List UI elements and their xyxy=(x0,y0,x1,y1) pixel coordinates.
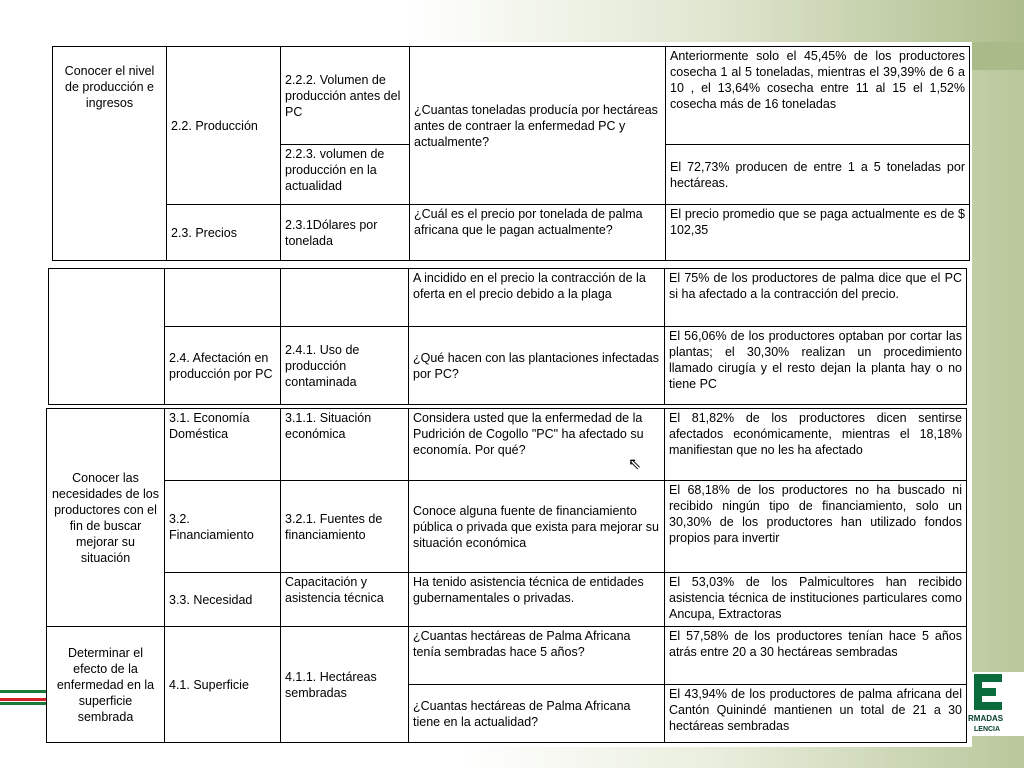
result-volume-now: El 72,73% producen de entre 1 a 5 toneladas por hectáreas. xyxy=(666,145,970,205)
subcategory-hectares: 4.1.1. Hectáreas sembradas xyxy=(281,627,409,743)
table-effect xyxy=(48,268,967,405)
question-financing: Conoce alguna fuente de financiamiento pública o privada que exista para mejorar su situación económica xyxy=(409,481,665,573)
flag-logo xyxy=(0,690,46,706)
table-production xyxy=(52,46,970,261)
subcategory-sources: 3.2.1. Fuentes de financiamiento xyxy=(281,481,409,573)
logo-text-1: RMADAS xyxy=(968,714,1004,723)
table-needs xyxy=(46,408,967,627)
result-price: El precio promedio que se paga actualmente es de $ 102,35 xyxy=(666,205,970,261)
category-financing: 3.2. Financiamiento xyxy=(165,481,281,573)
logo-text-2: LENCIA xyxy=(974,726,1001,733)
subcategory-empty xyxy=(281,269,409,327)
subcategory-volume-before: 2.2.2. Volumen de producción antes del PC xyxy=(281,47,410,145)
result-hectares-before: El 57,58% de los productores tenían hace 5 años atrás entre 20 a 30 hectáreas sembradas xyxy=(665,627,967,685)
result-use: El 56,06% de los productores optaban por cortar las plantas; el 30,30% realizan un procedimiento llamado cirugía y el resto dejan la planta hay o no tiene PC xyxy=(665,327,967,405)
table-surface xyxy=(46,626,967,743)
question-tons: ¿Cuantas toneladas producía por hectáreas antes de contraer la enfermedad PC y actualmente? xyxy=(410,47,666,205)
subcategory-volume-now: 2.2.3. volumen de producción en la actualidad xyxy=(281,145,410,205)
category-effect: 2.4. Afectación en producción por PC xyxy=(165,327,281,405)
result-hectares-now: El 43,94% de los productores de palma africana del Cantón Quinindé mantienen un total de 21 a 30 hectáreas sembradas xyxy=(665,685,967,743)
category-empty xyxy=(165,269,281,327)
institution-logo xyxy=(968,672,1024,736)
result-volume-before: Anteriormente solo el 45,45% de los productores cosecha 1 al 5 toneladas, mientras el 39,39% de 6 a 10 , el 13,64% cosecha entre 11 al 15 el 1,52% cosecha más de 16 toneladas xyxy=(666,47,970,145)
objective-needs: Conocer las necesidades de los productores con el fin de buscar mejorar su situación xyxy=(47,409,165,627)
result-training: El 53,03% de los Palmicultores han recibido asistencia técnica de instituciones particulares como Ancupa, Extractoras xyxy=(665,573,967,627)
category-surface: 4.1. Superficie xyxy=(165,627,281,743)
category-economy: 3.1. Economía Doméstica xyxy=(165,409,281,481)
question-use: ¿Qué hacen con las plantaciones infectadas por PC? xyxy=(409,327,665,405)
category-production: 2.2. Producción xyxy=(167,47,281,205)
objective-production: Conocer el nivel de producción e ingresos xyxy=(53,47,167,261)
question-training: Ha tenido asistencia técnica de entidades gubernamentales o privadas. xyxy=(409,573,665,627)
subcategory-training: Capacitación y asistencia técnica xyxy=(281,573,409,627)
question-hectares-before: ¿Cuantas hectáreas de Palma Africana tenía sembradas hace 5 años? xyxy=(409,627,665,685)
subcategory-economic: 3.1.1. Situación económica xyxy=(281,409,409,481)
subcategory-dollars: 2.3.1Dólares por tonelada xyxy=(281,205,410,261)
category-prices: 2.3. Precios xyxy=(167,205,281,261)
result-economy: El 81,82% de los productores dicen sentirse afectados económicamente, mientras el 18,18% manifiestan que no les ha afectado xyxy=(665,409,967,481)
objective-empty xyxy=(49,269,165,405)
category-need: 3.3. Necesidad xyxy=(165,573,281,627)
question-incidence: A incidido en el precio la contracción de la oferta en el precio debido a la plaga xyxy=(409,269,665,327)
question-hectares-now: ¿Cuantas hectáreas de Palma Africana tiene en la actualidad? xyxy=(409,685,665,743)
question-price: ¿Cuál es el precio por tonelada de palma africana que le pagan actualmente? xyxy=(410,205,666,261)
objective-surface: Determinar el efecto de la enfermedad en la superficie sembrada xyxy=(47,627,165,743)
decorative-green-box xyxy=(968,42,1024,70)
logo-e-icon xyxy=(974,674,1002,710)
question-economy: Considera usted que la enfermedad de la Pudrición de Cogollo "PC" ha afectado su economía. Por qué? xyxy=(409,409,665,481)
result-incidence: El 75% de los productores de palma dice que el PC si ha afectado a la contracción del precio. xyxy=(665,269,967,327)
result-financing: El 68,18% de los productores no ha buscado ni recibido ningún tipo de financiamiento, solo un 30,30% de los productores han utilizado fondos propios para invertir xyxy=(665,481,967,573)
mouse-cursor-icon: ⇖ xyxy=(628,454,642,473)
header-band xyxy=(0,0,1024,42)
subcategory-use: 2.4.1. Uso de producción contaminada xyxy=(281,327,409,405)
